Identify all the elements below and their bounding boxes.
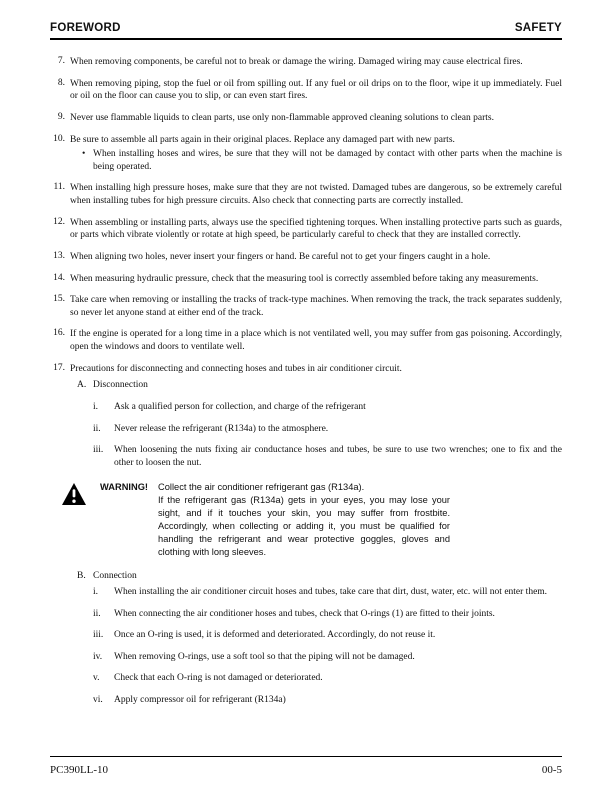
- bullet-marker: •: [82, 149, 86, 160]
- item-number: 11.: [53, 182, 65, 193]
- list-item: [50, 112, 562, 125]
- page-footer: [50, 756, 562, 776]
- header-right-title: SAFETY: [514, 22, 562, 34]
- roman-text: Check that each O-ring is not damaged or deteriorated.: [114, 673, 323, 684]
- item-number: 14.: [53, 272, 65, 283]
- roman-item: [93, 444, 562, 469]
- list-item: [50, 251, 562, 264]
- connection-section: [77, 570, 562, 706]
- roman-item: [93, 694, 562, 707]
- roman-number: v.: [93, 673, 100, 684]
- warning-body: If the refrigerant gas (R134a) gets in your eyes, you may lose your sight, and if it touches your skin, you may suffer from frostbite. Accordingly, when collecting or adding it, you must be qualified for handling the refrigerant and wear protective goggles, gloves and clothing with long sleeves.: [158, 495, 451, 557]
- section-letter: A.: [77, 380, 87, 391]
- list-item: [50, 78, 562, 103]
- footer-page-number: 00-5: [541, 764, 562, 776]
- item-text-block: [70, 363, 562, 707]
- roman-number: ii.: [93, 608, 101, 619]
- roman-item: [93, 401, 562, 414]
- roman-number: ii.: [93, 423, 101, 434]
- roman-item: [93, 608, 562, 621]
- roman-text: When loosening the nuts fixing air conductance hoses and tubes, be sure to use two wrenches; one to fix and the other to loosen the nut.: [114, 445, 562, 468]
- item-text: Be sure to assemble all parts again in their original places. Replace any damaged part with new parts.: [70, 134, 455, 145]
- page-content: [50, 56, 562, 707]
- section-title: Connection: [93, 571, 137, 582]
- warning-block: [62, 481, 562, 558]
- roman-text: When removing O-rings, use a soft tool so that the piping will not be damaged.: [114, 651, 415, 662]
- item-text: Never use flammable liquids to clean parts, use only non-flammable approved cleaning solutions to clean parts.: [70, 112, 494, 123]
- item-number: 16.: [53, 328, 65, 339]
- roman-text: When connecting the air conditioner hoses and tubes, check that O-rings (1) are fitted to their joints.: [114, 608, 495, 619]
- roman-item: [93, 672, 562, 685]
- roman-item: [93, 629, 562, 642]
- roman-number: iv.: [93, 651, 103, 662]
- list-item: [50, 217, 562, 242]
- page-header: [50, 22, 562, 40]
- item-number: 13.: [53, 250, 65, 261]
- warning-triangle-icon: [62, 483, 88, 508]
- roman-item: [93, 586, 562, 599]
- bullet-sub-item: [70, 148, 562, 173]
- item-number: 15.: [53, 294, 65, 305]
- item-text-block: [70, 134, 562, 174]
- roman-number: vi.: [93, 695, 103, 706]
- list-item: [50, 328, 562, 353]
- section-heading: [77, 379, 562, 392]
- list-item: [50, 273, 562, 286]
- list-item-17: [50, 363, 562, 707]
- list-item: [50, 182, 562, 207]
- warning-label: WARNING!: [100, 482, 149, 493]
- warning-line1: Collect the air conditioner refrigerant gas (R134a).: [158, 482, 365, 493]
- item-text: When aligning two holes, never insert your fingers or hand. Be careful not to get your fingers caught in a hole.: [70, 251, 491, 262]
- list-item: [50, 134, 562, 174]
- footer-model-number: PC390LL-10: [50, 764, 109, 776]
- roman-number: i.: [93, 401, 99, 412]
- section-heading: [77, 570, 562, 583]
- item-text: Take care when removing or installing the tracks of track-type machines. When removing the track, the track separates suddenly, so never let anyone stand at either end of the track.: [70, 295, 562, 318]
- item-text: When measuring hydraulic pressure, check that the measuring tool is correctly assembled before taking any measurements.: [70, 273, 539, 284]
- roman-text: When installing the air conditioner circuit hoses and tubes, take care that dirt, dust, water, etc. will not enter them.: [114, 586, 548, 597]
- item-number: 17.: [53, 362, 65, 373]
- item-number: 10.: [53, 133, 65, 144]
- item-number: 8.: [57, 77, 65, 88]
- roman-text: Ask a qualified person for collection, and charge of the refrigerant: [114, 401, 366, 412]
- header-left-title: FOREWORD: [50, 22, 121, 34]
- roman-number: i.: [93, 586, 99, 597]
- bullet-text: When installing hoses and wires, be sure that they will not be damaged by contact with other parts when the machine is being operated.: [93, 149, 562, 172]
- section-letter: B.: [77, 571, 86, 582]
- roman-item: [93, 651, 562, 664]
- disconnection-section: [77, 379, 562, 469]
- roman-list: [93, 401, 562, 470]
- list-item: [50, 294, 562, 319]
- item-number: 9.: [57, 111, 65, 122]
- item-text: When assembling or installing parts, always use the specified tightening torques. When installing protective parts such as guards, or parts which vibrate violently or rotate at high speed, be particularly careful to check that they are installed correctly.: [70, 217, 562, 241]
- section-title: Disconnection: [93, 380, 148, 391]
- roman-text: Never release the refrigerant (R134a) to the atmosphere.: [114, 423, 329, 434]
- item-text: Precautions for disconnecting and connecting hoses and tubes in air conditioner circuit.: [70, 363, 402, 374]
- item-text: If the engine is operated for a long time in a place which is not ventilated well, you may suffer from gas poisoning. Accordingly, open the windows and doors to ventilate well.: [70, 329, 562, 352]
- item-number: 12.: [53, 216, 65, 227]
- roman-number: iii.: [93, 445, 104, 456]
- roman-text: Apply compressor oil for refrigerant (R134a): [114, 695, 286, 706]
- list-item: [50, 56, 562, 69]
- roman-number: iii.: [93, 630, 104, 641]
- warning-text-block: [158, 481, 450, 558]
- item-text: When removing piping, stop the fuel or oil from spilling out. If any fuel or oil drips on to the floor, wipe it up immediately. Fuel or oil on the floor can cause you to slip, or can even start fires.: [70, 78, 562, 102]
- item-number: 7.: [57, 56, 65, 66]
- roman-text: Once an O-ring is used, it is deformed and deteriorated. Accordingly, do not reuse it.: [114, 630, 436, 641]
- roman-list: [93, 586, 562, 707]
- item-text: When removing components, be careful not to break or damage the wiring. Damaged wiring may cause electrical fires.: [70, 57, 523, 67]
- roman-item: [93, 423, 562, 436]
- item-text: When installing high pressure hoses, make sure that they are not twisted. Damaged tubes are dangerous, so be extremely careful when installing tubes for high pressure circuits. Also check that connecting parts are correctly installed.: [70, 183, 562, 206]
